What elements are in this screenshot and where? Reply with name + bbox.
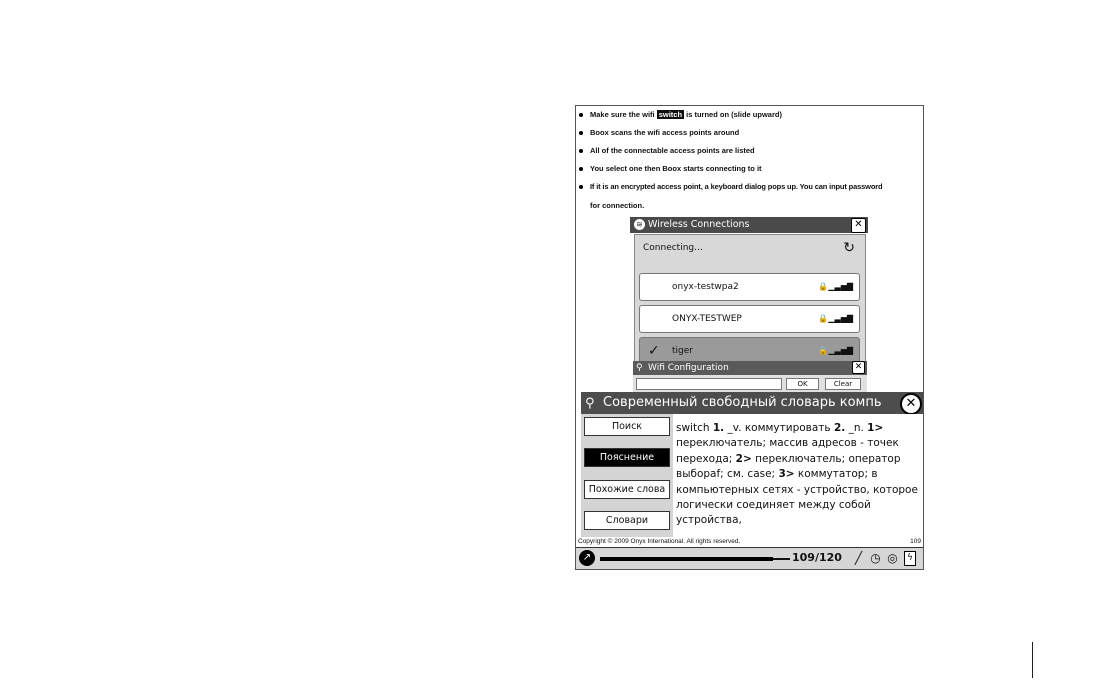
close-icon[interactable]: ✕: [851, 218, 866, 233]
entry-text: коммутатор; в компьютерных сетях - устройство, которое логически соединяет между собой устройства,: [676, 468, 918, 527]
search-icon: ⚲: [636, 363, 643, 373]
entry-text: переключатель; оператор выбораf; см. case;: [676, 452, 901, 481]
entry-text: переключатель; массив адресов - точек перехода;: [676, 437, 899, 465]
bullet-dot: [579, 149, 583, 153]
dictionary-titlebar: [581, 392, 923, 414]
network-item-onyx-testwep[interactable]: [639, 305, 860, 333]
status-bar: [576, 547, 923, 570]
explanation-button[interactable]: Пояснение: [584, 448, 670, 467]
selected-word[interactable]: switch: [658, 110, 683, 119]
clock-icon[interactable]: ◷: [870, 551, 881, 565]
wifi-icon: ≋: [634, 219, 645, 230]
wifi-config-title: Wifi Configuration: [648, 363, 729, 373]
clear-button[interactable]: Clear: [825, 378, 861, 390]
dictionary-entry: [676, 421, 923, 529]
ok-button[interactable]: OK: [786, 378, 819, 390]
bullet-text: All of the connectable access points are listed: [590, 146, 755, 155]
entry-text: _v. коммутировать: [724, 422, 834, 434]
bullet-dot: [579, 113, 583, 117]
copyright-text: Copyright © 2009 Onyx International. All rights reserved.: [578, 538, 741, 545]
search-button[interactable]: Поиск: [584, 417, 670, 436]
bullet-dot: [579, 131, 583, 135]
wireless-icon[interactable]: ◎: [887, 551, 898, 565]
bullet-item: [579, 110, 782, 119]
network-item-onyx-testwpa2[interactable]: [639, 273, 860, 301]
pen-icon[interactable]: ╱: [854, 551, 863, 565]
wireless-dialog-titlebar: [630, 217, 868, 233]
entry-number: 1>: [867, 422, 884, 434]
bullet-text: Make sure the wifi: [590, 110, 657, 119]
page-margin-line: [1032, 642, 1033, 678]
bullet-text: is turned on (slide upward): [684, 110, 782, 119]
entry-number: 2.: [833, 422, 846, 434]
bullet-item: [579, 146, 755, 155]
close-icon[interactable]: ✕: [852, 361, 865, 374]
refresh-icon[interactable]: ↻: [843, 240, 855, 256]
bullet-text: Boox scans the wifi access points around: [590, 128, 740, 137]
entry-number: 3>: [778, 468, 795, 481]
back-arrow-icon[interactable]: ↗: [579, 550, 595, 566]
checkmark-icon: ✓: [648, 343, 660, 359]
battery-icon: ϟ: [904, 551, 916, 566]
dictionary-title: Современный свободный словарь компь: [603, 395, 882, 410]
page-indicator[interactable]: 109/120: [792, 551, 842, 564]
close-icon[interactable]: ✕: [900, 393, 922, 414]
network-name: onyx-testwpa2: [672, 282, 739, 292]
bullet-item: [579, 182, 882, 191]
bullet-continuation: for connection.: [590, 201, 645, 210]
bullet-item: [579, 128, 739, 137]
bullet-text: You select one then Boox starts connecting to it: [590, 164, 762, 173]
dictionaries-button[interactable]: Словари: [584, 511, 670, 530]
password-input[interactable]: [636, 378, 782, 390]
similar-words-button[interactable]: Похожие слова: [584, 480, 670, 499]
wifi-config-titlebar: [633, 361, 867, 375]
lock-signal-icon: 🔒▁▃▅▇: [818, 346, 853, 355]
ebook-screen: [575, 105, 924, 570]
entry-word: switch: [676, 422, 713, 434]
network-name: ONYX-TESTWEP: [672, 314, 742, 324]
reading-progress-fill: [600, 557, 773, 561]
reading-progress-bar[interactable]: [600, 558, 790, 560]
search-icon: ⚲: [585, 396, 595, 411]
entry-text: _n.: [845, 422, 868, 434]
wireless-networks-panel: [634, 234, 866, 366]
page-footer: [576, 537, 923, 547]
lock-signal-icon: 🔒▁▃▅▇: [818, 314, 853, 323]
lock-signal-icon: 🔒▁▃▅▇: [818, 282, 853, 291]
bullet-item: [579, 164, 762, 173]
entry-number: 1.: [712, 422, 725, 434]
bullet-dot: [579, 167, 583, 171]
dictionary-body: [581, 414, 923, 537]
wifi-config-body: [633, 375, 867, 393]
bullet-dot: [579, 185, 583, 189]
entry-number: 2>: [735, 452, 752, 465]
network-name: tiger: [672, 346, 693, 356]
wireless-dialog-title: Wireless Connections: [648, 219, 750, 230]
bullet-text: If it is an encrypted access point, a keyboard dialog pops up. You can input password: [590, 182, 883, 191]
connection-status: Connecting...: [643, 243, 703, 253]
page-number: 109: [910, 538, 921, 545]
dictionary-button-column: [581, 414, 673, 537]
